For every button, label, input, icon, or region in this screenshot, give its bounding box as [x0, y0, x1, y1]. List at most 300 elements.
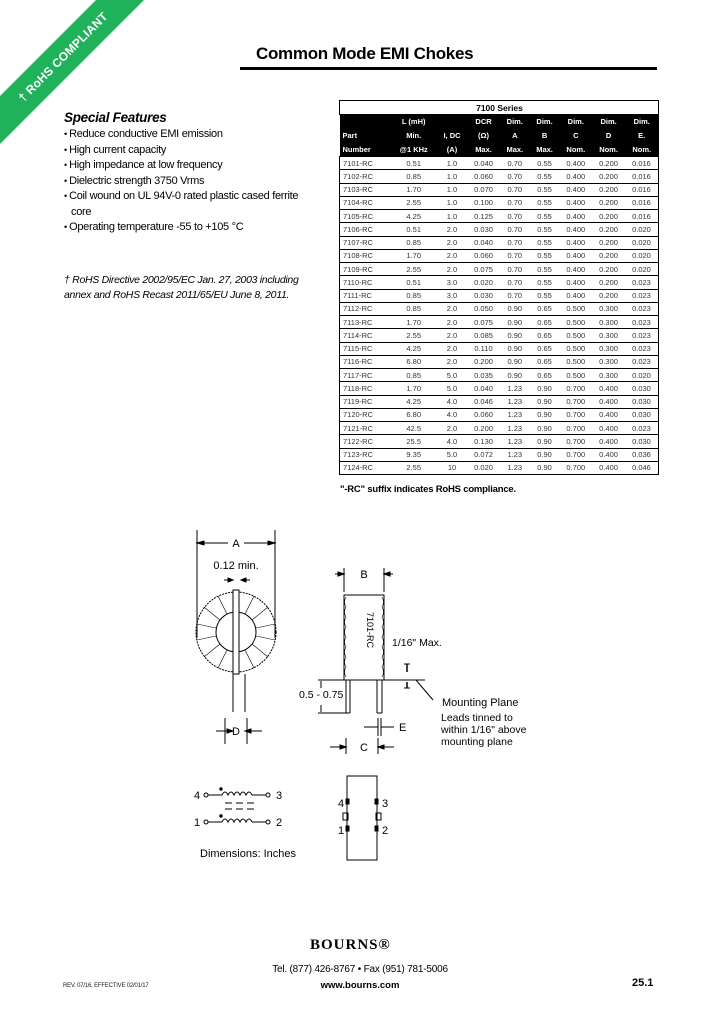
part-number-cell: 7109-RC	[340, 263, 391, 276]
table-cell: 0.200	[592, 236, 625, 249]
table-cell: 0.55	[530, 263, 560, 276]
table-cell: 1.0	[437, 183, 467, 196]
feature-item: • Reduce conductive EMI emission	[64, 127, 304, 143]
table-cell: 0.300	[592, 342, 625, 355]
table-cell: 0.400	[559, 196, 592, 209]
table-row	[340, 263, 659, 276]
part-number-cell: 7122-RC	[340, 435, 391, 448]
special-features	[64, 110, 304, 236]
table-cell: 0.023	[625, 302, 659, 315]
table-cell: 0.90	[530, 422, 560, 435]
table-row	[340, 342, 659, 355]
column-header: Max.	[467, 143, 500, 157]
table-row	[340, 170, 659, 183]
table-cell: 0.200	[592, 263, 625, 276]
table-cell: 1.70	[391, 249, 437, 262]
feature-item: • High current capacity	[64, 143, 304, 159]
table-cell: 1.23	[500, 395, 530, 408]
column-header: Nom.	[625, 143, 659, 157]
dim-label-b: B	[360, 569, 368, 581]
part-number-cell: 7112-RC	[340, 302, 391, 315]
table-cell: 0.70	[500, 263, 530, 276]
table-cell: 4.0	[437, 435, 467, 448]
table-row	[340, 249, 659, 262]
column-header: B	[530, 129, 560, 143]
table-cell: 0.500	[559, 355, 592, 368]
pin-3-label: 3	[276, 790, 283, 802]
table-cell: 0.085	[467, 329, 500, 342]
dim-label-c: C	[360, 742, 368, 754]
table-cell: 25.5	[391, 435, 437, 448]
table-cell: 0.85	[391, 236, 437, 249]
table-cell: 0.400	[592, 448, 625, 461]
table-cell: 4.25	[391, 395, 437, 408]
table-cell: 0.85	[391, 302, 437, 315]
table-cell: 2.0	[437, 223, 467, 236]
table-cell: 0.400	[559, 236, 592, 249]
table-cell: 0.035	[467, 369, 500, 382]
rohs-compliant-banner: † RoHS COMPLIANT	[0, 0, 163, 157]
table-cell: 42.5	[391, 422, 437, 435]
table-cell: 0.500	[559, 369, 592, 382]
spec-table	[339, 100, 659, 475]
table-cell: 0.70	[500, 170, 530, 183]
table-cell: 0.700	[559, 461, 592, 474]
table-cell: 0.040	[467, 236, 500, 249]
table-cell: 0.400	[592, 395, 625, 408]
table-cell: 6.80	[391, 355, 437, 368]
table-cell: 0.85	[391, 369, 437, 382]
table-row	[340, 223, 659, 236]
table-cell: 0.90	[530, 461, 560, 474]
table-cell: 0.200	[592, 196, 625, 209]
table-cell: 0.020	[625, 369, 659, 382]
table-cell: 0.400	[559, 170, 592, 183]
table-cell: 0.300	[592, 355, 625, 368]
table-cell: 1.0	[437, 196, 467, 209]
pin-3-label: 3	[382, 798, 389, 810]
table-row	[340, 408, 659, 421]
table-cell: 0.046	[467, 395, 500, 408]
features-heading: Special Features	[64, 110, 167, 125]
table-cell: 0.700	[559, 395, 592, 408]
table-cell: 0.70	[500, 249, 530, 262]
part-number-cell: 7121-RC	[340, 422, 391, 435]
table-cell: 0.70	[500, 196, 530, 209]
column-header: (A)	[437, 143, 467, 157]
table-row	[340, 395, 659, 408]
lead-length-label: 0.5 - 0.75	[299, 689, 344, 701]
pin-2-label: 2	[276, 817, 283, 829]
table-cell: 0.030	[467, 289, 500, 302]
table-cell: 0.65	[530, 369, 560, 382]
leads-note-line: Leads tinned to	[441, 712, 513, 724]
table-row	[340, 355, 659, 368]
leads-note-line: within 1/16" above	[441, 724, 527, 736]
table-cell: 2.0	[437, 355, 467, 368]
column-header: Max.	[500, 143, 530, 157]
table-cell: 0.030	[467, 223, 500, 236]
part-number-cell: 7124-RC	[340, 461, 391, 474]
table-cell: 0.400	[559, 223, 592, 236]
table-cell: 0.55	[530, 210, 560, 223]
pin-4-label: 4	[338, 798, 345, 810]
table-cell: 2.0	[437, 249, 467, 262]
table-cell: 0.55	[530, 196, 560, 209]
column-header	[437, 115, 467, 129]
page-number: 25.1	[632, 977, 654, 989]
table-cell: 0.016	[625, 170, 659, 183]
table-cell: 0.300	[592, 302, 625, 315]
table-cell: 6.80	[391, 408, 437, 421]
table-cell: 0.020	[625, 236, 659, 249]
table-cell: 0.200	[592, 210, 625, 223]
table-row	[340, 422, 659, 435]
part-number-cell: 7113-RC	[340, 316, 391, 329]
schematic-symbol	[194, 788, 296, 860]
toroid-side-view	[299, 568, 527, 754]
table-cell: 0.200	[592, 289, 625, 302]
table-cell: 0.016	[625, 196, 659, 209]
table-row	[340, 382, 659, 395]
table-cell: 0.060	[467, 408, 500, 421]
table-cell: 0.075	[467, 263, 500, 276]
table-cell: 0.030	[625, 382, 659, 395]
table-cell: 0.110	[467, 342, 500, 355]
table-cell: 2.55	[391, 196, 437, 209]
table-cell: 0.90	[530, 408, 560, 421]
table-cell: 0.500	[559, 316, 592, 329]
toroid-top-view	[196, 530, 276, 744]
column-header: Max.	[530, 143, 560, 157]
table-cell: 0.023	[625, 329, 659, 342]
table-cell: 0.90	[500, 316, 530, 329]
table-cell: 0.072	[467, 448, 500, 461]
header-row	[340, 115, 659, 129]
table-cell: 0.016	[625, 210, 659, 223]
table-cell: 0.400	[559, 289, 592, 302]
part-number-cell: 7118-RC	[340, 382, 391, 395]
table-cell: 9.35	[391, 448, 437, 461]
page-title: Common Mode EMI Chokes	[256, 44, 474, 63]
table-cell: 0.023	[625, 316, 659, 329]
table-cell: 0.90	[500, 342, 530, 355]
table-cell: 0.90	[530, 448, 560, 461]
table-cell: 0.200	[592, 157, 625, 170]
table-row	[340, 210, 659, 223]
table-cell: 0.300	[592, 329, 625, 342]
table-cell: 0.70	[500, 289, 530, 302]
table-cell: 0.040	[467, 382, 500, 395]
table-cell: 4.0	[437, 408, 467, 421]
table-cell: 0.500	[559, 329, 592, 342]
column-header: Min.	[391, 129, 437, 143]
column-header: Dim.	[625, 115, 659, 129]
table-cell: 0.100	[467, 196, 500, 209]
feature-item: • Operating temperature -55 to +105 °C	[64, 220, 304, 236]
table-cell: 0.016	[625, 183, 659, 196]
table-cell: 0.51	[391, 276, 437, 289]
table-cell: 4.25	[391, 342, 437, 355]
dimensions-unit-label: Dimensions: Inches	[200, 848, 296, 860]
suffix-note: "-RC" suffix indicates RoHS compliance.	[340, 484, 516, 495]
table-cell: 0.90	[530, 382, 560, 395]
part-number-cell: 7123-RC	[340, 448, 391, 461]
table-cell: 0.030	[625, 435, 659, 448]
table-row	[340, 289, 659, 302]
table-cell: 0.65	[530, 302, 560, 315]
part-number-cell: 7105-RC	[340, 210, 391, 223]
table-cell: 0.400	[592, 408, 625, 421]
column-header: Part	[340, 129, 391, 143]
part-number-cell: 7102-RC	[340, 170, 391, 183]
table-cell: 0.020	[625, 249, 659, 262]
column-header: Nom.	[592, 143, 625, 157]
table-cell: 1.70	[391, 316, 437, 329]
table-cell: 0.050	[467, 302, 500, 315]
table-cell: 0.060	[467, 170, 500, 183]
feature-item: • High impedance at low frequency	[64, 158, 304, 174]
table-cell: 0.65	[530, 342, 560, 355]
title-rule	[240, 67, 657, 70]
table-cell: 5.0	[437, 369, 467, 382]
table-cell: 0.400	[592, 422, 625, 435]
table-row	[340, 183, 659, 196]
table-cell: 10	[437, 461, 467, 474]
table-cell: 0.70	[500, 276, 530, 289]
column-header: Number	[340, 143, 391, 157]
part-number-cell: 7120-RC	[340, 408, 391, 421]
column-header	[340, 115, 391, 129]
table-cell: 0.55	[530, 223, 560, 236]
table-cell: 1.23	[500, 408, 530, 421]
table-cell: 0.55	[530, 236, 560, 249]
part-number-cell: 7106-RC	[340, 223, 391, 236]
table-cell: 0.700	[559, 448, 592, 461]
table-cell: 0.070	[467, 183, 500, 196]
series-title: 7100 Series	[340, 101, 659, 115]
table-cell: 0.036	[625, 448, 659, 461]
table-cell: 0.300	[592, 316, 625, 329]
table-row	[340, 329, 659, 342]
table-cell: 1.0	[437, 157, 467, 170]
table-cell: 0.023	[625, 422, 659, 435]
column-header: C	[559, 129, 592, 143]
table-cell: 0.70	[500, 236, 530, 249]
column-header: E.	[625, 129, 659, 143]
table-cell: 0.200	[592, 249, 625, 262]
table-cell: 1.23	[500, 448, 530, 461]
contact-info: Tel. (877) 426-8767 • Fax (951) 781-5006	[272, 964, 448, 975]
table-cell: 1.0	[437, 210, 467, 223]
table-cell: 0.90	[500, 329, 530, 342]
table-cell: 0.51	[391, 157, 437, 170]
table-cell: 2.0	[437, 263, 467, 276]
table-row	[340, 448, 659, 461]
table-row	[340, 302, 659, 315]
table-row	[340, 369, 659, 382]
table-cell: 5.0	[437, 448, 467, 461]
table-row	[340, 435, 659, 448]
standoff-label: 1/16" Max.	[392, 637, 442, 649]
table-cell: 0.55	[530, 276, 560, 289]
table-cell: 0.020	[467, 276, 500, 289]
dimension-diagram	[180, 520, 540, 880]
dim-label-e: E	[399, 722, 407, 734]
column-header: A	[500, 129, 530, 143]
column-header: (Ω)	[467, 129, 500, 143]
table-cell: 2.55	[391, 461, 437, 474]
rohs-footnote: † RoHS Directive 2002/95/EC Jan. 27, 2003 including annex and RoHS Recast 2011/65/EU June 8, 2011.	[64, 274, 299, 301]
pin-1-label: 1	[194, 817, 201, 829]
table-cell: 0.90	[530, 435, 560, 448]
table-cell: 0.400	[559, 210, 592, 223]
table-cell: 0.200	[592, 276, 625, 289]
leads-note-line: mounting plane	[441, 736, 513, 748]
table-cell: 0.020	[625, 223, 659, 236]
table-cell: 0.030	[625, 408, 659, 421]
table-cell: 0.400	[559, 157, 592, 170]
table-cell: 0.400	[592, 382, 625, 395]
part-number-cell: 7107-RC	[340, 236, 391, 249]
table-row	[340, 316, 659, 329]
table-cell: 1.23	[500, 422, 530, 435]
feature-item: • Coil wound on UL 94V-0 rated plastic cased ferrite core	[64, 189, 304, 220]
table-row	[340, 276, 659, 289]
table-cell: 0.700	[559, 382, 592, 395]
table-cell: 0.075	[467, 316, 500, 329]
part-number-cell: 7110-RC	[340, 276, 391, 289]
table-cell: 0.200	[467, 355, 500, 368]
table-cell: 0.85	[391, 170, 437, 183]
header-row	[340, 143, 659, 157]
table-cell: 3.0	[437, 276, 467, 289]
table-cell: 1.23	[500, 461, 530, 474]
table-cell: 0.130	[467, 435, 500, 448]
table-cell: 0.400	[559, 263, 592, 276]
table-cell: 0.700	[559, 422, 592, 435]
part-number-cell: 7104-RC	[340, 196, 391, 209]
part-number-cell: 7114-RC	[340, 329, 391, 342]
part-number-cell: 7116-RC	[340, 355, 391, 368]
bourns-logo: BOURNS®	[310, 937, 391, 953]
table-cell: 0.55	[530, 183, 560, 196]
column-header: D	[592, 129, 625, 143]
table-cell: 1.0	[437, 170, 467, 183]
table-cell: 0.400	[592, 461, 625, 474]
table-cell: 0.500	[559, 302, 592, 315]
table-cell: 0.400	[592, 435, 625, 448]
table-cell: 0.65	[530, 316, 560, 329]
table-cell: 0.400	[559, 249, 592, 262]
table-cell: 0.023	[625, 342, 659, 355]
table-cell: 0.55	[530, 157, 560, 170]
table-cell: 2.55	[391, 329, 437, 342]
pinout-view	[338, 776, 388, 860]
part-number-cell: 7117-RC	[340, 369, 391, 382]
dim-label-a: A	[232, 538, 240, 550]
table-cell: 0.300	[592, 369, 625, 382]
table-cell: 2.55	[391, 263, 437, 276]
table-cell: 0.55	[530, 249, 560, 262]
table-cell: 0.200	[592, 183, 625, 196]
table-cell: 0.90	[500, 302, 530, 315]
part-number-cell: 7103-RC	[340, 183, 391, 196]
part-number-cell: 7115-RC	[340, 342, 391, 355]
table-cell: 3.0	[437, 289, 467, 302]
table-cell: 0.65	[530, 329, 560, 342]
table-row	[340, 196, 659, 209]
table-cell: 2.0	[437, 236, 467, 249]
table-cell: 0.030	[625, 395, 659, 408]
column-header: DCR	[467, 115, 500, 129]
table-cell: 1.23	[500, 382, 530, 395]
table-cell: 0.046	[625, 461, 659, 474]
table-cell: 0.55	[530, 170, 560, 183]
table-cell: 0.55	[530, 289, 560, 302]
part-number-cell: 7101-RC	[340, 157, 391, 170]
table-row	[340, 236, 659, 249]
table-cell: 0.040	[467, 157, 500, 170]
table-row	[340, 157, 659, 170]
table-cell: 0.85	[391, 289, 437, 302]
column-header: Dim.	[530, 115, 560, 129]
part-number-cell: 7119-RC	[340, 395, 391, 408]
table-cell: 5.0	[437, 382, 467, 395]
column-header: L (mH)	[391, 115, 437, 129]
table-cell: 2.0	[437, 342, 467, 355]
features-list	[64, 127, 304, 236]
table-cell: 2.0	[437, 316, 467, 329]
column-header: @1 KHz	[391, 143, 437, 157]
table-cell: 0.700	[559, 435, 592, 448]
gap-label: 0.12 min.	[213, 560, 259, 572]
table-cell: 0.016	[625, 157, 659, 170]
table-cell: 2.0	[437, 302, 467, 315]
table-cell: 0.125	[467, 210, 500, 223]
feature-item: • Dielectric strength 3750 Vrms	[64, 174, 304, 190]
pin-1-label: 1	[338, 825, 345, 837]
table-cell: 0.700	[559, 408, 592, 421]
dim-label-d: D	[232, 726, 240, 738]
table-cell: 0.70	[500, 210, 530, 223]
table-cell: 1.70	[391, 183, 437, 196]
table-cell: 2.0	[437, 329, 467, 342]
website-link[interactable]: www.bourns.com	[320, 980, 400, 991]
table-cell: 0.70	[500, 157, 530, 170]
table-cell: 0.51	[391, 223, 437, 236]
table-cell: 0.400	[559, 183, 592, 196]
part-marking-label: 7101-RC	[365, 612, 375, 649]
table-cell: 0.65	[530, 355, 560, 368]
table-cell: 0.70	[500, 183, 530, 196]
part-number-cell: 7108-RC	[340, 249, 391, 262]
revision-info: REV. 07/16, EFFECTIVE 02/01/17	[63, 983, 149, 989]
table-cell: 1.23	[500, 435, 530, 448]
table-cell: 0.500	[559, 342, 592, 355]
table-cell: 0.020	[625, 263, 659, 276]
table-cell: 1.70	[391, 382, 437, 395]
table-cell: 0.023	[625, 355, 659, 368]
table-cell: 0.90	[500, 355, 530, 368]
table-cell: 0.200	[467, 422, 500, 435]
column-header: Dim.	[500, 115, 530, 129]
table-cell: 2.0	[437, 422, 467, 435]
column-header: Dim.	[592, 115, 625, 129]
table-cell: 0.023	[625, 289, 659, 302]
mounting-plane-label: Mounting Plane	[442, 697, 519, 709]
table-cell: 0.90	[500, 369, 530, 382]
